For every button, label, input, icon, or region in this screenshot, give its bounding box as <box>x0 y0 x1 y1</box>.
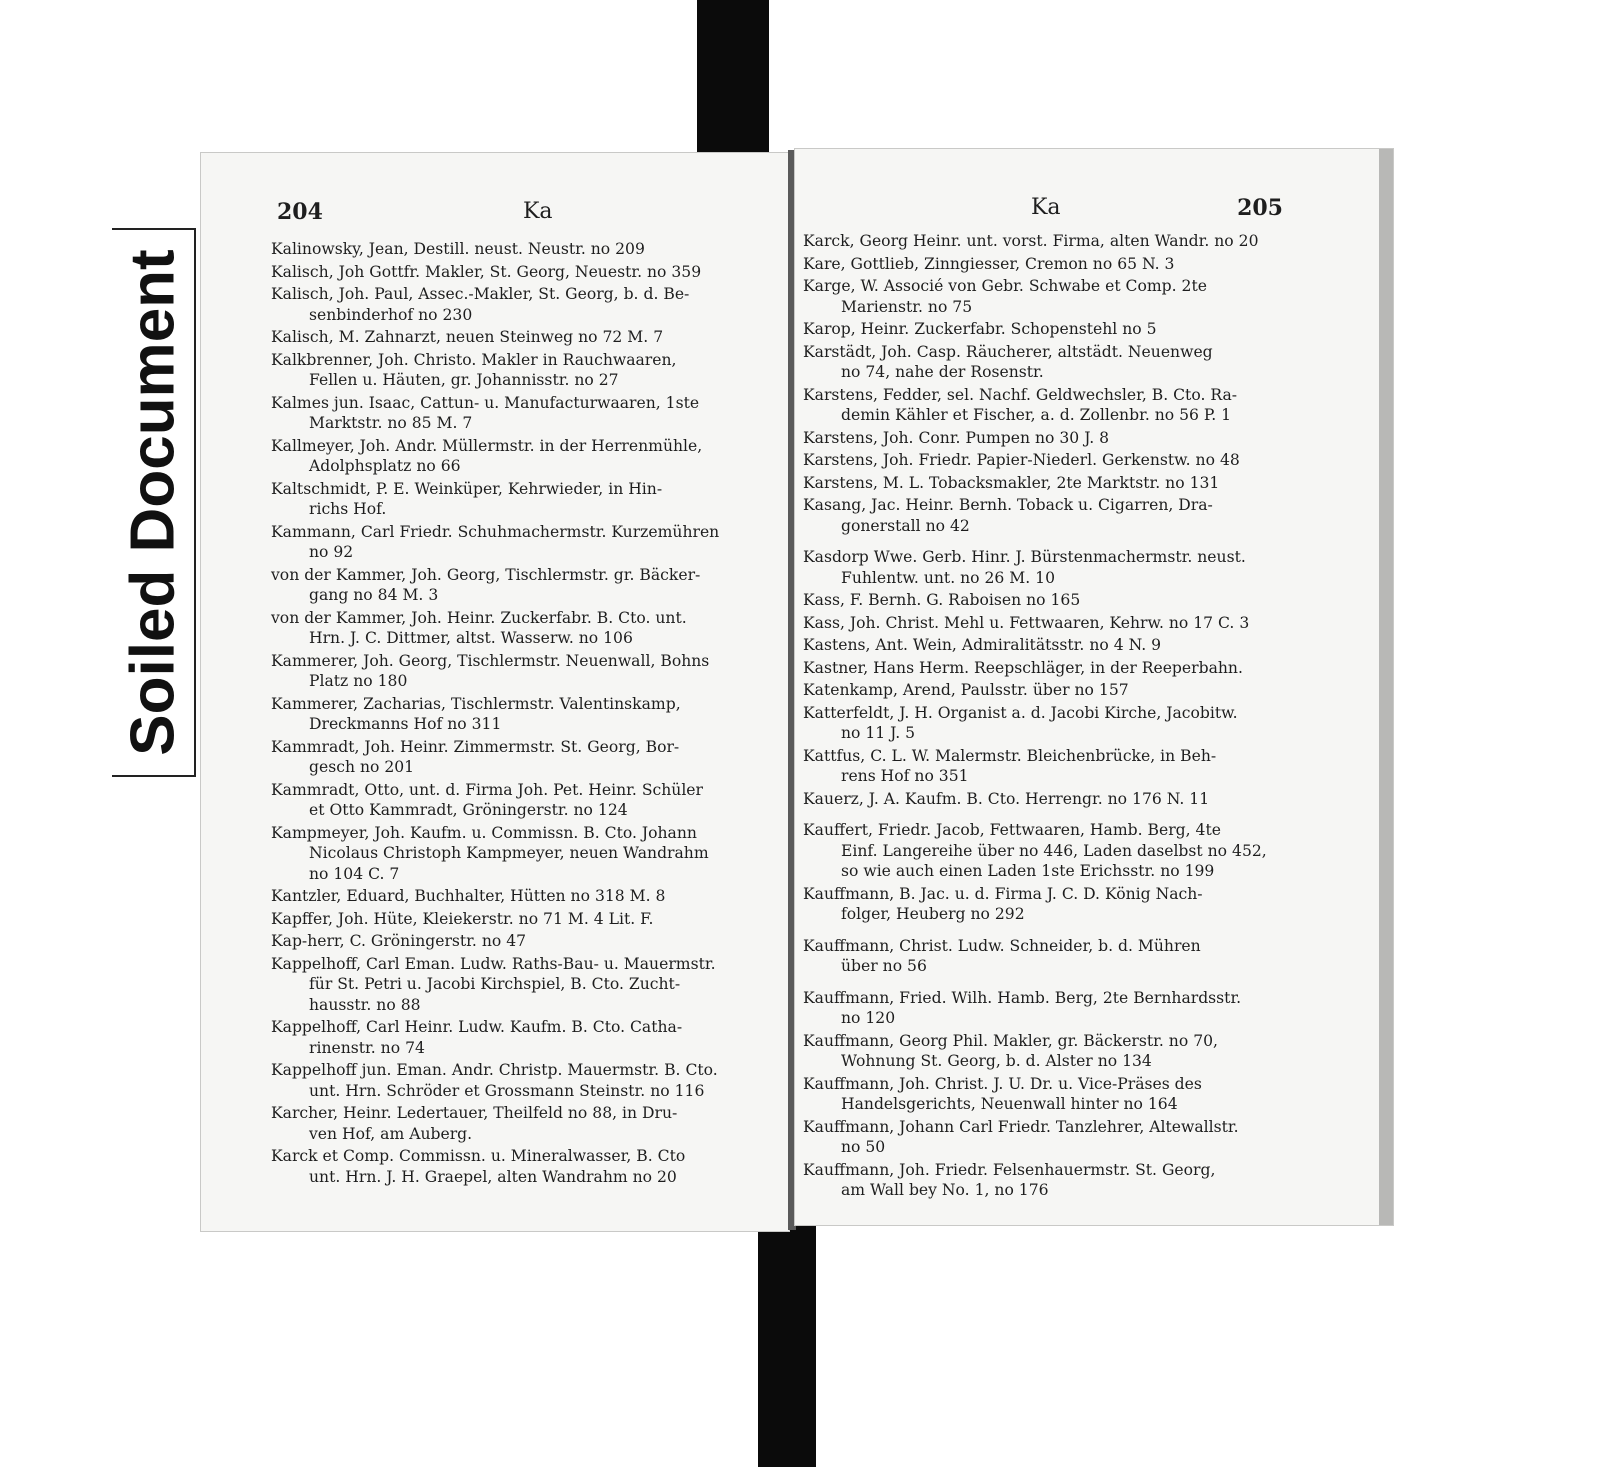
entry-continuation-line: Platz no 180 <box>309 672 408 690</box>
directory-entry <box>271 954 771 1016</box>
directory-entry <box>271 737 771 778</box>
directory-entry <box>271 350 771 391</box>
entry-line: Kammerer, Joh. Georg, Tischlermstr. Neuenwall, Bohns <box>271 651 710 670</box>
directory-entry <box>803 936 1293 977</box>
directory-entry <box>271 393 771 434</box>
entry-line: Kasdorp Wwe. Gerb. Hinr. J. Bürstenmachermstr. neust. <box>803 548 1246 566</box>
binding-ribbon-bottom <box>758 1215 816 1467</box>
directory-entry <box>803 884 1293 925</box>
directory-entry <box>803 635 1293 656</box>
entry-continuation-line: Marktstr. no 85 M. 7 <box>309 414 473 432</box>
entry-continuation-line: no 92 <box>309 543 354 561</box>
entry-line: Karstädt, Joh. Casp. Räucherer, altstädt. Neuenweg <box>803 342 1213 361</box>
entry-line: Kauffmann, Christ. Ludw. Schneider, b. d. Mühren <box>803 936 1201 955</box>
directory-entry <box>803 450 1293 471</box>
entry-line: Karck et Comp. Commissn. u. Mineralwasser, B. Cto <box>271 1147 686 1165</box>
running-head: Ka <box>523 199 553 224</box>
entry-line: Karge, W. Associé von Gebr. Schwabe et Comp. 2te <box>803 277 1207 295</box>
entry-continuation-line: über no 56 <box>841 957 927 975</box>
entry-continuation-line: gesch no 201 <box>309 758 415 776</box>
entry-line: Kare, Gottlieb, Zinngiesser, Cremon no 65 N. 3 <box>803 254 1175 273</box>
entry-continuation-line: folger, Heuberg no 292 <box>841 905 1025 923</box>
entry-continuation-line: Fellen u. Häuten, gr. Johannisstr. no 27 <box>309 371 619 389</box>
entry-line: Katenkamp, Arend, Paulsstr. über no 157 <box>803 681 1129 699</box>
entry-line: Kauerz, J. A. Kaufm. B. Cto. Herrengr. no 176 N. 11 <box>803 789 1210 808</box>
directory-entry <box>803 495 1293 536</box>
entry-line: Karstens, M. L. Tobacksmakler, 2te Marktstr. no 131 <box>803 473 1220 492</box>
entry-continuation-line: Einf. Langereihe über no 446, Laden daselbst no 452, <box>841 841 1267 860</box>
directory-entry <box>803 254 1293 275</box>
entry-line: Kammerer, Zacharias, Tischlermstr. Valentinskamp, <box>271 694 681 713</box>
entry-line: Katterfeldt, J. H. Organist a. d. Jacobi Kirche, Jacobitw. <box>803 703 1238 722</box>
entry-continuation-line: Hrn. J. C. Dittmer, altst. Wasserw. no 106 <box>309 629 633 647</box>
entry-line: Karop, Heinr. Zuckerfabr. Schopenstehl no 5 <box>803 320 1157 338</box>
entry-list <box>803 231 1293 1203</box>
directory-entry <box>803 613 1293 634</box>
entry-line: von der Kammer, Joh. Georg, Tischlermstr. gr. Bäcker- <box>271 565 701 584</box>
directory-entry <box>271 651 771 692</box>
entry-continuation-line: Dreckmanns Hof no 311 <box>309 715 502 733</box>
entry-continuation-line: et Otto Kammradt, Gröningerstr. no 124 <box>309 801 628 819</box>
entry-continuation-line: Marienstr. no 75 <box>841 297 973 316</box>
entry-list <box>271 239 771 1189</box>
directory-entry <box>803 746 1293 787</box>
directory-entry <box>803 988 1293 1029</box>
running-head: Ka <box>1031 195 1061 220</box>
directory-entry <box>271 694 771 735</box>
entry-continuation-line: ven Hof, am Auberg. <box>309 1124 473 1143</box>
directory-entry <box>803 789 1293 810</box>
entry-continuation-line: richs Hof. <box>309 500 387 518</box>
entry-line: Kammradt, Joh. Heinr. Zimmermstr. St. Georg, Bor- <box>271 737 680 756</box>
entry-continuation-line: unt. Hrn. Schröder et Grossmann Steinstr. no 116 <box>309 1081 705 1100</box>
directory-entry <box>271 1103 771 1144</box>
directory-entry <box>803 342 1293 383</box>
directory-entry <box>271 931 771 952</box>
directory-entry <box>803 276 1293 317</box>
entry-continuation-line: am Wall bey No. 1, no 176 <box>841 1181 1049 1199</box>
directory-entry <box>271 780 771 821</box>
directory-entry <box>803 1074 1293 1115</box>
entry-line: Kappelhoff, Carl Heinr. Ludw. Kaufm. B. Cto. Catha- <box>271 1018 683 1036</box>
entry-line: Kalkbrenner, Joh. Christo. Makler in Rauchwaaren, <box>271 350 677 369</box>
entry-line: Kauffert, Friedr. Jacob, Fettwaaren, Hamb. Berg, 4te <box>803 821 1221 839</box>
directory-entry <box>803 428 1293 449</box>
entry-continuation-line: hausstr. no 88 <box>309 995 421 1014</box>
entry-continuation-line: so wie auch einen Laden 1ste Erichsstr. no 199 <box>841 862 1215 880</box>
entry-continuation-line: Fuhlentw. unt. no 26 M. 10 <box>841 568 1056 587</box>
entry-line: Kass, F. Bernh. G. Raboisen no 165 <box>803 591 1081 609</box>
entry-continuation-line: gonerstall no 42 <box>841 516 970 535</box>
entry-line: Karstens, Joh. Friedr. Papier-Niederl. Gerkenstw. no 48 <box>803 451 1240 469</box>
entry-continuation-line: no 11 J. 5 <box>841 724 916 742</box>
entry-continuation-line: unt. Hrn. J. H. Graepel, alten Wandrahm no 20 <box>309 1167 677 1186</box>
directory-entry <box>271 436 771 477</box>
entry-line: Kalmes jun. Isaac, Cattun- u. Manufacturwaaren, 1ste <box>271 393 700 412</box>
directory-entry <box>271 1146 771 1187</box>
entry-line: Kastens, Ant. Wein, Admiralitätsstr. no 4 N. 9 <box>803 636 1162 654</box>
entry-line: Kauffmann, Joh. Christ. J. U. Dr. u. Vice-Präses des <box>803 1074 1202 1093</box>
entry-continuation-line: demin Kähler et Fischer, a. d. Zollenbr. no 56 P. 1 <box>841 406 1232 424</box>
directory-entry <box>803 703 1293 744</box>
directory-entry <box>803 385 1293 426</box>
entry-line: Kauffmann, Georg Phil. Makler, gr. Bäckerstr. no 70, <box>803 1031 1218 1050</box>
entry-continuation-line: no 50 <box>841 1138 886 1156</box>
directory-entry <box>271 479 771 520</box>
directory-entry <box>271 262 771 283</box>
entry-line: Kappelhoff, Carl Eman. Ludw. Raths-Bau- u. Mauermstr. <box>271 954 716 973</box>
directory-entry <box>803 590 1293 611</box>
entry-continuation-line: rens Hof no 351 <box>841 767 969 785</box>
entry-line: Kauffmann, Johann Carl Friedr. Tanzlehrer, Altewallstr. <box>803 1117 1239 1136</box>
directory-entry <box>271 1017 771 1058</box>
entry-line: Kattfus, C. L. W. Malermstr. Bleichenbrücke, in Beh- <box>803 746 1217 765</box>
entry-line: Kantzler, Eduard, Buchhalter, Hütten no 318 M. 8 <box>271 887 666 905</box>
binding-ribbon-top <box>697 0 769 170</box>
entry-line: von der Kammer, Joh. Heinr. Zuckerfabr. B. Cto. unt. <box>271 608 687 627</box>
entry-line: Karck, Georg Heinr. unt. vorst. Firma, alten Wandr. no 20 <box>803 232 1259 250</box>
directory-entry <box>803 1160 1293 1201</box>
directory-entry <box>271 327 771 348</box>
entry-continuation-line: no 120 <box>841 1009 896 1027</box>
directory-entry <box>803 319 1293 340</box>
entry-line: Kastner, Hans Herm. Reepschläger, in der Reeperbahn. <box>803 658 1243 677</box>
left-page <box>200 152 790 1232</box>
directory-entry <box>271 608 771 649</box>
entry-line: Kauffmann, B. Jac. u. d. Firma J. C. D. König Nach- <box>803 884 1203 903</box>
directory-entry <box>271 823 771 885</box>
page-number: 205 <box>1237 195 1283 221</box>
entry-line: Kasang, Jac. Heinr. Bernh. Toback u. Cigarren, Dra- <box>803 496 1213 514</box>
directory-entry <box>803 231 1293 252</box>
page-number: 204 <box>277 199 323 225</box>
entry-continuation-line: gang no 84 M. 3 <box>309 586 439 604</box>
entry-line: Kaltschmidt, P. E. Weinküper, Kehrwieder, in Hin- <box>271 479 663 498</box>
entry-line: Karstens, Fedder, sel. Nachf. Geldwechsler, B. Cto. Ra- <box>803 385 1238 404</box>
entry-line: Kauffmann, Fried. Wilh. Hamb. Berg, 2te Bernhardsstr. <box>803 988 1242 1007</box>
soiled-document-stamp <box>112 228 196 777</box>
directory-entry <box>271 886 771 907</box>
entry-continuation-line: Handelsgerichts, Neuenwall hinter no 164 <box>841 1095 1178 1113</box>
entry-line: Kammann, Carl Friedr. Schuhmachermstr. Kurzemühren <box>271 522 720 541</box>
directory-entry <box>803 680 1293 701</box>
entry-line: Kalisch, M. Zahnarzt, neuen Steinweg no 72 M. 7 <box>271 328 664 346</box>
directory-entry <box>271 565 771 606</box>
directory-entry <box>803 1031 1293 1072</box>
directory-entry <box>271 1060 771 1101</box>
directory-entry <box>271 909 771 930</box>
entry-line: Kappelhoff jun. Eman. Andr. Christp. Mauermstr. B. Cto. <box>271 1061 718 1079</box>
entry-line: Kalinowsky, Jean, Destill. neust. Neustr. no 209 <box>271 240 645 258</box>
entry-line: Karstens, Joh. Conr. Pumpen no 30 J. 8 <box>803 428 1110 447</box>
directory-entry <box>271 284 771 325</box>
entry-line: Karcher, Heinr. Ledertauer, Theilfeld no 88, in Dru- <box>271 1104 678 1122</box>
entry-line: Kap-herr, C. Gröningerstr. no 47 <box>271 932 527 950</box>
directory-entry <box>803 473 1293 494</box>
entry-line: Kass, Joh. Christ. Mehl u. Fettwaaren, Kehrw. no 17 C. 3 <box>803 613 1250 632</box>
entry-continuation-line: Wohnung St. Georg, b. d. Alster no 134 <box>841 1052 1152 1070</box>
entry-continuation-line: no 104 C. 7 <box>309 864 400 883</box>
entry-continuation-line: senbinderhof no 230 <box>309 305 473 324</box>
entry-continuation-line: rinenstr. no 74 <box>309 1038 425 1057</box>
directory-entry <box>271 239 771 260</box>
entry-line: Kalisch, Joh Gottfr. Makler, St. Georg, Neuestr. no 359 <box>271 262 702 281</box>
entry-line: Kallmeyer, Joh. Andr. Müllermstr. in der Herrenmühle, <box>271 436 703 455</box>
entry-line: Kapffer, Joh. Hüte, Kleiekerstr. no 71 M. 4 Lit. F. <box>271 909 654 928</box>
directory-entry <box>803 820 1293 882</box>
stamp-label: Soiled Document <box>118 249 188 756</box>
entry-continuation-line: no 74, nahe der Rosenstr. <box>841 363 1044 381</box>
entry-continuation-line: Nicolaus Christoph Kampmeyer, neuen Wandrahm <box>309 844 709 862</box>
directory-entry <box>803 547 1293 588</box>
directory-entry <box>803 1117 1293 1158</box>
entry-continuation-line: für St. Petri u. Jacobi Kirchspiel, B. Cto. Zucht- <box>309 975 681 993</box>
directory-entry <box>271 522 771 563</box>
entry-continuation-line: Adolphsplatz no 66 <box>309 457 461 475</box>
right-page <box>794 148 1394 1226</box>
directory-entry <box>803 658 1293 679</box>
entry-line: Kammradt, Otto, unt. d. Firma Joh. Pet. Heinr. Schüler <box>271 780 703 799</box>
entry-line: Kampmeyer, Joh. Kaufm. u. Commissn. B. Cto. Johann <box>271 823 697 842</box>
entry-line: Kauffmann, Joh. Friedr. Felsenhauermstr. St. Georg, <box>803 1160 1216 1179</box>
entry-line: Kalisch, Joh. Paul, Assec.-Makler, St. Georg, b. d. Be- <box>271 285 690 303</box>
